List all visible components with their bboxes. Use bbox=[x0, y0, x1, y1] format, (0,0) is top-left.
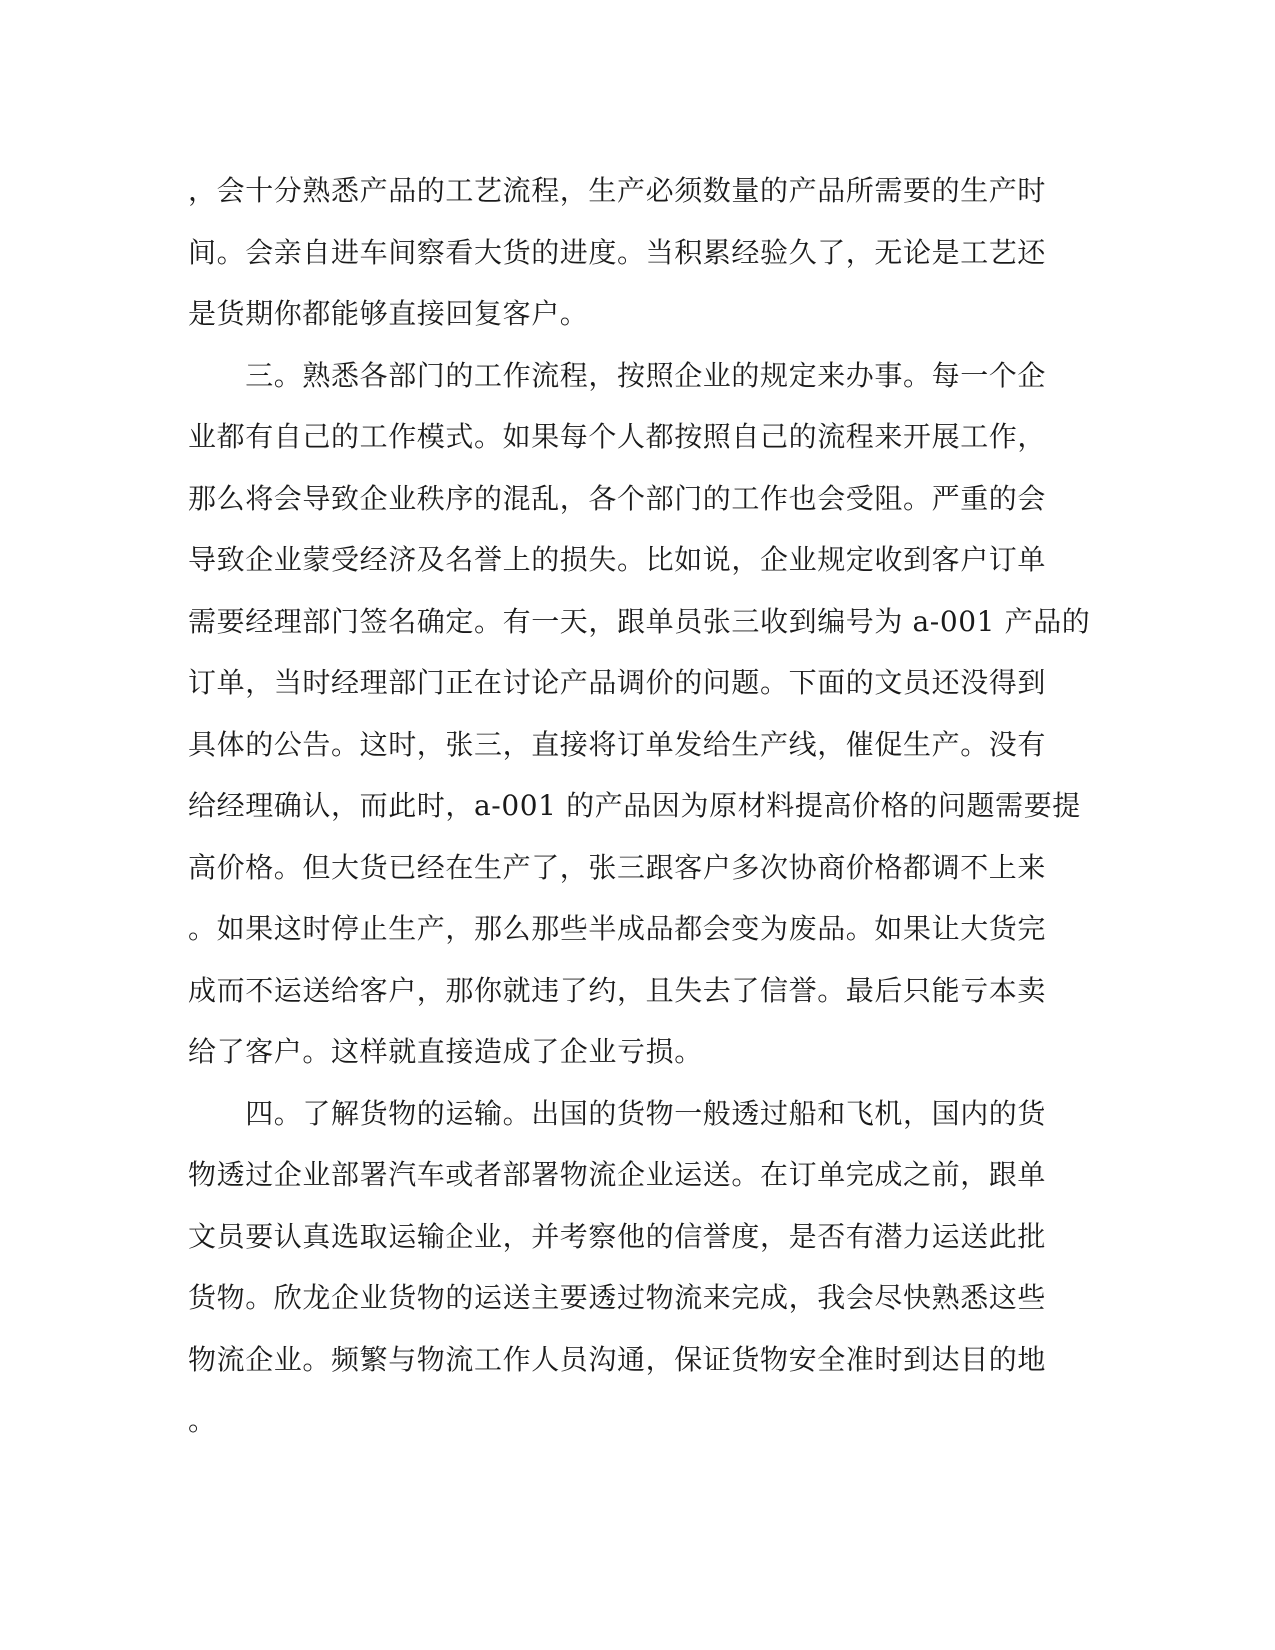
text-line: 导致企业蒙受经济及名誉上的损失。比如说，企业规定收到客户订单 bbox=[188, 543, 1047, 576]
text-line: 给了客户。这样就直接造成了企业亏损。 bbox=[188, 1035, 703, 1068]
text-line: ，会十分熟悉产品的工艺流程，生产必须数量的产品所需要的生产时 bbox=[188, 174, 1047, 207]
text-line: 成而不运送给客户，那你就违了约，且失去了信誉。最后只能亏本卖 bbox=[188, 973, 1047, 1007]
text-line: 订单，当时经理部门正在讨论产品调价的问题。下面的文员还没得到 bbox=[188, 666, 1047, 699]
text-line: 文员要认真选取运输企业，并考察他的信誉度，是否有潜力运送此批 bbox=[188, 1219, 1047, 1253]
text-line: 三。熟悉各部门的工作流程，按照企业的规定来办事。每一个企 bbox=[188, 358, 1047, 392]
text-line: 物流企业。频繁与物流工作人员沟通，保证货物安全准时到达目的地 bbox=[188, 1342, 1047, 1376]
text-line: 是货期你都能够直接回复客户。 bbox=[188, 297, 589, 330]
text-line: 。如果这时停止生产，那么那些半成品都会变为废品。如果让大货完 bbox=[188, 912, 1047, 945]
text-line: 具体的公告。这时，张三，直接将订单发给生产线，催促生产。没有 bbox=[188, 727, 1047, 761]
text-line: 物透过企业部署汽车或者部署物流企业运送。在订单完成之前，跟单 bbox=[188, 1158, 1047, 1191]
text-line: 高价格。但大货已经在生产了，张三跟客户多次协商价格都调不上来 bbox=[188, 850, 1047, 884]
text-line: 需要经理部门签名确定。有一天，跟单员张三收到编号为 a-001 产品的 bbox=[188, 604, 1091, 638]
body-text bbox=[188, 160, 1091, 1452]
text-line: 给经理确认，而此时，a-001 的产品因为原材料提高价格的问题需要提 bbox=[188, 789, 1081, 822]
text-line: 业都有自己的工作模式。如果每个人都按照自己的流程来开展工作， bbox=[188, 420, 1047, 453]
text-line: 间。会亲自进车间察看大货的进度。当积累经验久了，无论是工艺还 bbox=[188, 235, 1047, 269]
text-line: 那么将会导致企业秩序的混乱，各个部门的工作也会受阻。严重的会 bbox=[188, 481, 1047, 515]
text-line: 。 bbox=[188, 1404, 217, 1437]
text-line: 四。了解货物的运输。出国的货物一般透过船和飞机，国内的货 bbox=[188, 1096, 1047, 1130]
text-line: 货物。欣龙企业货物的运送主要透过物流来完成，我会尽快熟悉这些 bbox=[188, 1281, 1047, 1314]
